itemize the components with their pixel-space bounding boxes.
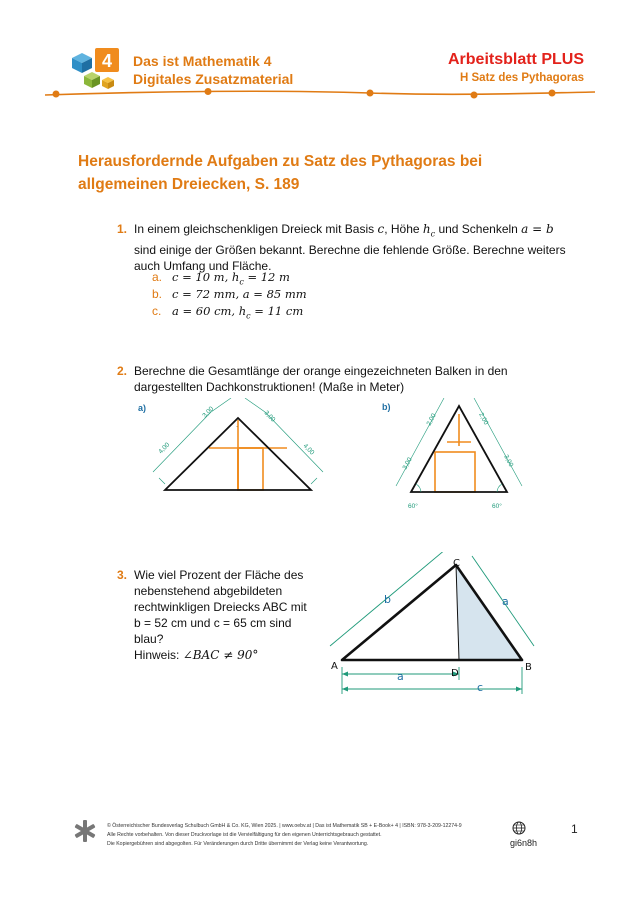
task-2-line2: dargestellten Dachkonstruktionen! (Maße in Meter)	[134, 380, 405, 394]
dim-b-right-upper: 2,00	[477, 411, 490, 427]
logo-number: 4	[101, 51, 113, 71]
dim-a-right-upper: 3,00	[262, 409, 277, 424]
task-2-number: 2.	[117, 364, 128, 378]
dim-a-left-upper: 3,00	[201, 405, 216, 420]
task-3-line4: b = 52 cm und c = 65 cm sind	[134, 616, 292, 630]
timeline-dot	[471, 92, 478, 99]
orange-beam-post	[238, 448, 263, 490]
footer-line1: © Österreichischer Bundesverlag Schulbuch GmbH & Co. KG, Wien 2025. | www.oebv.at | Das ist Mathematik SB + E-Book+ 4 | ISBN: 978-3-209-12274-9	[107, 823, 462, 829]
online-code[interactable]: gi6n8h	[510, 838, 538, 848]
angle-arc-right	[497, 484, 502, 492]
task-3-hint: Hinweis: ∠BAC ≠ 90°	[134, 648, 259, 662]
vertex-b-label: B	[525, 662, 532, 673]
task-1-line1: In einem gleichschenkligen Dreieck mit Basis c, Höhe $h_c$ und Schenkeln a = b	[134, 222, 554, 239]
orange-beam-frame	[435, 452, 475, 492]
task-3-line1: Wie viel Prozent der Fläche des	[134, 568, 304, 582]
angle-left-label: 60°	[408, 503, 418, 510]
page-number: 1	[571, 822, 578, 836]
roof-figure-a	[135, 398, 335, 503]
task-1-line2: sind einige der Größen bekannt. Berechne die fehlende Größe. Berechne weiters	[134, 243, 566, 258]
dim-a-right-lower: 4,00	[301, 442, 316, 457]
roof-figure-b	[378, 398, 538, 513]
worksheet-title: Arbeitsblatt PLUS	[447, 51, 584, 68]
figure-a-label: a)	[138, 403, 147, 413]
task-2	[117, 363, 587, 399]
footer-legal	[107, 822, 487, 849]
point-d-label: D	[451, 668, 459, 679]
footer-line2: Alle Rechte vorbehalten. Von dieser Druckvorlage ist die Vervielfältigung für den eigenen Unterrichtsgebrauch gestattet.	[107, 832, 382, 838]
publisher-logo	[72, 818, 98, 844]
timeline-dot	[367, 90, 374, 97]
task-3-number: 3.	[117, 568, 128, 582]
task-1-item-b: b. c = 72 mm, a = 85 mm	[152, 287, 307, 301]
dimension-arrowheads	[342, 672, 522, 692]
side-a-label: a	[502, 595, 509, 608]
book-title	[133, 52, 293, 88]
vertex-a-label: A	[331, 661, 338, 672]
bottom-c-label: c	[477, 681, 484, 694]
angle-right-label: 60°	[492, 503, 502, 510]
task-1-item-c: c. a = 60 cm, $h_c = 11$ cm	[152, 304, 304, 321]
dim-b-left-lower: 3,00	[401, 456, 414, 471]
header-timeline	[40, 85, 600, 105]
dim-b-right-lower: 3,00	[502, 453, 515, 469]
timeline-dot	[205, 88, 212, 95]
task-3-line2: nebenstehend abgebildeten	[134, 584, 283, 598]
dimension-lines-abc	[330, 552, 534, 694]
task-3	[117, 567, 317, 667]
right-angle-mark: ·	[236, 424, 238, 430]
timeline-dot	[53, 91, 60, 98]
task-2-line1: Berechne die Gesamtlänge der orange eingezeichneten Balken in den	[134, 364, 508, 378]
task-1-item-a: a. c = 10 m, $h_c = 12$ m	[152, 270, 290, 287]
task-3-line5: blau?	[134, 632, 164, 646]
bottom-a-label: a	[397, 670, 404, 683]
triangle-figure-abc	[322, 552, 550, 702]
section-title: Herausfordernde Aufgaben zu Satz des Pythagoras bei allgemeinen Dreiecken, S. 189	[78, 153, 483, 193]
footer-line3: Die Kopiergebühren sind abgegolten. Für Veränderungen durch Dritte übernimmt der Verlag keine Verantwortung.	[107, 841, 369, 847]
figure-b-label: b)	[382, 402, 391, 412]
book-title-line2: Digitales Zusatzmaterial	[133, 71, 294, 87]
dim-b-left-upper: 2,00	[425, 412, 438, 427]
dim-a-left-lower: 4,00	[157, 441, 172, 456]
task-1-number: 1.	[117, 222, 128, 236]
task-3-line3: rechtwinkligen Dreiecks ABC mit	[134, 600, 307, 614]
book-title-line1: Das ist Mathematik 4	[133, 53, 272, 69]
task-1-line3: auch Umfang und Fläche.	[134, 259, 272, 274]
vertex-c-label: C	[453, 558, 460, 569]
worksheet-topic: H Satz des Pythagoras	[460, 72, 584, 84]
globe-icon[interactable]	[512, 821, 526, 835]
angle-arc-left	[416, 484, 421, 492]
timeline-dot	[549, 90, 556, 97]
book-logo	[68, 44, 130, 90]
task-1	[117, 221, 587, 321]
side-b-label: b	[384, 593, 391, 606]
